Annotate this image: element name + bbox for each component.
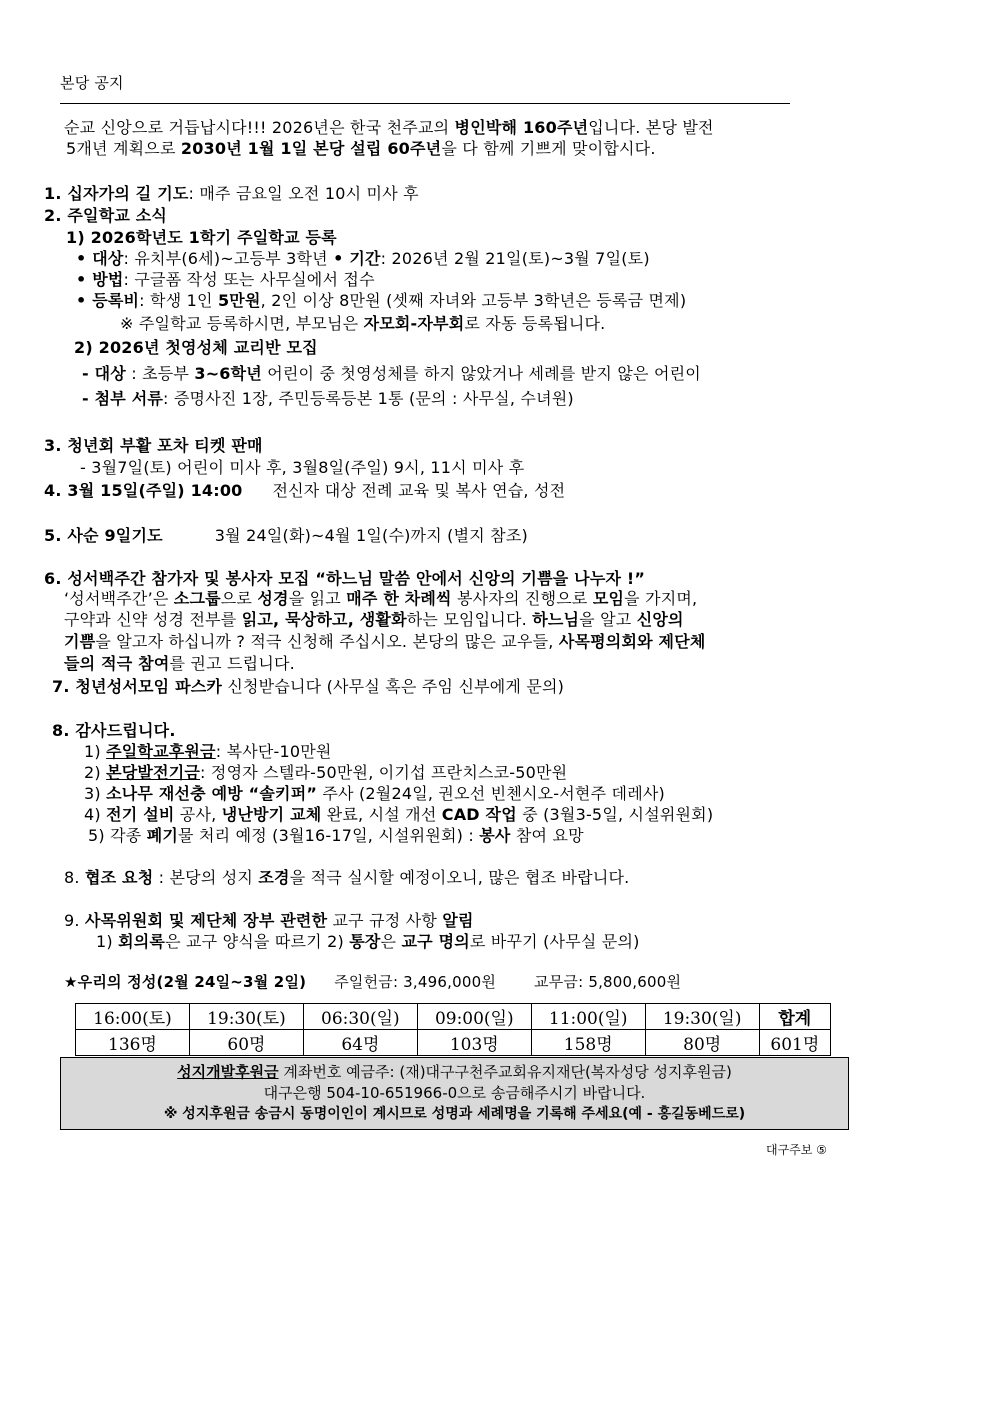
item-2-note: ※ 주일학교 등록하시면, 부모님은 자모회-자부회로 자동 등록됩니다.	[120, 314, 606, 333]
item-8-line-4: 4) 전기 설비 공사, 냉난방기 교체 완료, 시설 개선 CAD 작업 중 (3월3-5일, 시설위원회)	[84, 805, 714, 824]
item-9-title: 9. 사목위원회 및 제단체 장부 관련한 교구 규정 사항 알림	[64, 911, 474, 930]
attendance-table	[75, 1003, 831, 1056]
intro-line-1: 순교 신앙으로 거듭납시다!!! 2026년은 한국 천주교의 병인박해 160주년입니다. 본당 발전	[64, 118, 714, 137]
attendance-header: 06:30(일)	[303, 1004, 417, 1030]
item-3-text: - 3월7일(토) 어린이 미사 후, 3월8일(주일) 9시, 11시 미사 후	[80, 458, 525, 477]
offering-line: ★우리의 정성(2월 24일~3월 2일) 주일헌금: 3,496,000원 교무금: 5,800,600원	[64, 973, 682, 991]
item-2-sub2-title: 2) 2026년 첫영성체 교리반 모집	[74, 338, 318, 357]
item-6-line-4: 들의 적극 참여를 권고 드립니다.	[64, 654, 295, 673]
donation-line-1: 성지개발후원금 계좌번호 예금주: (재)대구구천주교회유지재단(복자성당 성지후원금)	[177, 1063, 732, 1081]
donation-line-3: ※ 성지후원금 송금시 동명이인이 계시므로 성명과 세례명을 기록해 주세요(예 - 홍길동베드로)	[163, 1106, 746, 1122]
footer-page-label: 대구주보 ⑤	[766, 1143, 827, 1157]
item-3-title: 3. 청년회 부활 포차 티켓 판매	[44, 436, 263, 455]
item-2-sub2-docs: - 첨부 서류: 증명사진 1장, 주민등록등본 1통 (문의 : 사무실, 수녀원)	[82, 389, 574, 408]
item-8-line-5: 5) 각종 폐기물 처리 예정 (3월16-17일, 시설위원회) : 봉사 참여 요망	[88, 826, 584, 845]
attendance-value: 601명	[759, 1030, 830, 1056]
item-2-title: 2. 주일학교 소식	[44, 206, 168, 225]
item-7: 7. 청년성서모임 파스카 신청받습니다 (사무실 혹은 주임 신부에게 문의)	[52, 677, 565, 696]
item-8-title: 8. 감사드립니다.	[52, 721, 176, 740]
title-divider	[60, 103, 790, 104]
attendance-header: 09:00(일)	[417, 1004, 531, 1030]
attendance-value: 103명	[417, 1030, 531, 1056]
item-2-method: • 방법: 구글폼 작성 또는 사무실에서 접수	[76, 270, 375, 289]
item-8b: 8. 협조 요청 : 본당의 성지 조경을 적극 실시할 예정이오니, 많은 협조 바랍니다.	[64, 868, 630, 887]
item-2-sub1-title: 1) 2026학년도 1학기 주일학교 등록	[66, 228, 337, 247]
item-5: 5. 사순 9일기도 3월 24일(화)~4월 1일(수)까지 (별지 참조)	[44, 526, 528, 545]
attendance-header: 19:30(일)	[645, 1004, 759, 1030]
item-8-line-1: 1) 주일학교후원금: 복사단-10만원	[84, 742, 332, 761]
attendance-value: 60명	[189, 1030, 303, 1056]
item-6-line-3: 기쁨을 알고자 하십니까 ? 적극 신청해 주십시오. 본당의 많은 교우들, 사목평의회와 제단체	[64, 632, 706, 651]
attendance-value: 80명	[645, 1030, 759, 1056]
item-1: 1. 십자가의 길 기도: 매주 금요일 오전 10시 미사 후	[44, 184, 419, 203]
attendance-header: 16:00(토)	[76, 1004, 190, 1030]
intro-line-2: 5개년 계획으로 2030년 1월 1일 본당 설립 60주년을 다 함께 기쁘게 맞이합시다.	[66, 139, 656, 158]
page-title: 본당 공지	[60, 74, 124, 92]
item-2-fee: • 등록비: 학생 1인 5만원, 2인 이상 8만원 (셋째 자녀와 고등부 3학년은 등록금 면제)	[76, 291, 687, 310]
attendance-value: 158명	[531, 1030, 645, 1056]
item-8-line-3: 3) 소나무 재선충 예방 “솔키퍼” 주사 (2월24일, 권오선 빈첸시오-서현주 데레사)	[84, 784, 665, 803]
item-8-line-2: 2) 본당발전기금: 정영자 스텔라-50만원, 이기섭 프란치스코-50만원	[84, 763, 568, 782]
item-2-target: • 대상: 유치부(6세)~고등부 3학년 • 기간: 2026년 2월 21일(토)~3월 7일(토)	[76, 249, 650, 268]
attendance-header: 11:00(일)	[531, 1004, 645, 1030]
attendance-value-row	[76, 1030, 831, 1056]
donation-line-2: 대구은행 504-10-651966-0으로 송금해주시기 바랍니다.	[263, 1084, 646, 1102]
item-6-title: 6. 성서백주간 참가자 및 봉사자 모집 “하느님 말씀 안에서 신앙의 기쁨을 나누자 !”	[44, 569, 646, 588]
item-6-line-2: 구약과 신약 성경 전부를 읽고, 묵상하고, 생활화하는 모임입니다. 하느님을 알고 신앙의	[64, 610, 684, 629]
attendance-header: 합계	[759, 1004, 830, 1030]
item-4: 4. 3월 15일(주일) 14:00 전신자 대상 전례 교육 및 복사 연습, 성전	[44, 481, 566, 500]
attendance-header-row	[76, 1004, 831, 1030]
item-6-line-1: ‘성서백주간’은 소그룹으로 성경을 읽고 매주 한 차례씩 봉사자의 진행으로 모임을 가지며,	[64, 589, 698, 608]
attendance-header: 19:30(토)	[189, 1004, 303, 1030]
donation-box	[60, 1057, 849, 1130]
attendance-value: 64명	[303, 1030, 417, 1056]
item-2-sub2-target: - 대상 : 초등부 3~6학년 어린이 중 첫영성체를 하지 않았거나 세례를 받지 않은 어린이	[82, 364, 701, 383]
item-9-line-1: 1) 회의록은 교구 양식을 따르기 2) 통장은 교구 명의로 바꾸기 (사무실 문의)	[96, 932, 640, 951]
attendance-value: 136명	[76, 1030, 190, 1056]
